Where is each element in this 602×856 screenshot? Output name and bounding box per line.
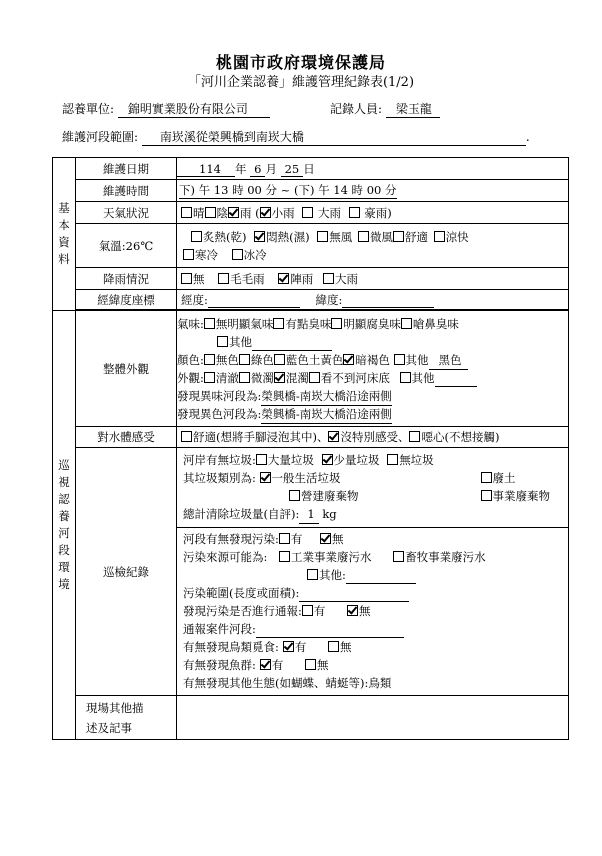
- time-value: 下) 午 13 時 00 分 ~ (下) 午 14 時 00 分: [179, 183, 397, 197]
- weather-label: 天氣狀況: [76, 202, 177, 224]
- smell-none-checkbox[interactable]: [204, 318, 215, 329]
- recorder-value: 梁玉龍: [386, 100, 440, 118]
- temp-cold-checkbox[interactable]: [183, 249, 194, 260]
- fish-yes-checkbox[interactable]: [260, 659, 271, 670]
- smell-pungent-checkbox[interactable]: [401, 318, 412, 329]
- garbage-total-value: 1: [299, 505, 318, 524]
- look-other-field[interactable]: [435, 372, 477, 387]
- color-blue-checkbox[interactable]: [274, 354, 285, 365]
- source-livestock-checkbox[interactable]: [393, 551, 404, 562]
- appearance-label: 整體外觀: [76, 311, 177, 427]
- water-feeling-label: 對水體感受: [76, 427, 177, 448]
- temp-cool-checkbox[interactable]: [434, 231, 445, 242]
- weather-storm-checkbox[interactable]: [349, 207, 360, 218]
- feel-nothing-checkbox[interactable]: [328, 431, 339, 442]
- smell-slight-checkbox[interactable]: [273, 318, 284, 329]
- longitude-field[interactable]: [208, 293, 300, 308]
- rain-label: 降雨情況: [76, 268, 177, 290]
- bird-yes-checkbox[interactable]: [283, 641, 294, 652]
- weather-heavy-rain-checkbox[interactable]: [302, 207, 313, 218]
- report-section-field[interactable]: [256, 623, 404, 638]
- look-other-checkbox[interactable]: [400, 372, 411, 383]
- source-other-checkbox[interactable]: [307, 569, 318, 580]
- temp-freezing-checkbox[interactable]: [232, 249, 243, 260]
- temp-hot-dry-checkbox[interactable]: [191, 231, 202, 242]
- date-cell: 114 年 6 月 25 日: [177, 158, 569, 180]
- temp-no-wind-checkbox[interactable]: [317, 231, 328, 242]
- inspection-record-label: 巡檢紀錄: [76, 448, 177, 696]
- source-other-field[interactable]: [346, 569, 416, 584]
- date-month: 6: [250, 162, 265, 177]
- notes-field[interactable]: [177, 696, 569, 740]
- recorder-row: [330, 100, 440, 118]
- look-slight-checkbox[interactable]: [239, 372, 250, 383]
- report-no-checkbox[interactable]: [347, 605, 358, 616]
- range-end: .: [525, 130, 530, 144]
- color-brown-checkbox[interactable]: [343, 354, 354, 365]
- garbage-none-checkbox[interactable]: [387, 454, 398, 465]
- date-year: 114: [177, 162, 235, 177]
- weather-light-rain-checkbox[interactable]: [260, 207, 271, 218]
- rain-cell: 無 毛毛雨 陣雨 大雨: [177, 268, 569, 290]
- smell-rotten-checkbox[interactable]: [331, 318, 342, 329]
- scope-field[interactable]: [299, 587, 409, 602]
- latitude-field[interactable]: [342, 293, 434, 308]
- adopting-unit-value: 錦明實業股份有限公司: [118, 100, 270, 118]
- odor-section-value: 榮興橋-南崁大橋沿途兩側: [261, 387, 391, 406]
- rain-shower-checkbox[interactable]: [278, 273, 289, 284]
- report-yes-checkbox[interactable]: [302, 605, 313, 616]
- range-value: 南崁溪從榮興橋到南崁大橋: [142, 128, 526, 146]
- adopting-unit-label: 認養單位:: [62, 102, 115, 116]
- rain-none-checkbox[interactable]: [181, 273, 192, 284]
- date-day: 25: [281, 162, 304, 177]
- weather-cell: 晴 陰 雨 ( 小雨 大雨 豪雨): [177, 202, 569, 224]
- garbage-business-checkbox[interactable]: [481, 490, 492, 501]
- form-title: 桃園市政府環境保護局: [215, 53, 386, 72]
- range-row: [62, 128, 530, 146]
- form-subtitle: 「河川企業認養」維護管理紀錄表(1/2): [187, 75, 415, 90]
- garbage-little-checkbox[interactable]: [322, 454, 333, 465]
- weather-sunny-checkbox[interactable]: [181, 207, 192, 218]
- pollution-no-checkbox[interactable]: [320, 533, 331, 544]
- time-cell: [177, 180, 569, 202]
- color-green-checkbox[interactable]: [239, 354, 250, 365]
- smell-other-field[interactable]: [252, 336, 332, 351]
- temp-comfort-checkbox[interactable]: [393, 231, 404, 242]
- coordinates-cell: 經度: 緯度:: [177, 290, 569, 310]
- appearance-cell: 氣味: 無明顯氣味 有點臭味 明顯腐臭味 嗆鼻臭味 其他 顏色: 無色 綠色 藍色土黃色 暗褐色 其他 黑色 外觀: 清澈 微濁 混濁 看不到河床底 其他 發現異味河段為:榮興橋-南崁大橋沿途兩側 發現異色河段為:榮興橋-南崁大橋沿途兩側: [177, 311, 569, 427]
- eco-value: 鳥類: [368, 676, 392, 690]
- weather-cloudy-checkbox[interactable]: [205, 207, 216, 218]
- garbage-lots-checkbox[interactable]: [256, 454, 267, 465]
- look-turbid-checkbox[interactable]: [274, 372, 285, 383]
- adopting-unit-row: [62, 100, 270, 118]
- inspection-record-cell: 河岸有無垃圾: 大量垃圾 少量垃圾 無垃圾 其垃圾類別為: 一般生活垃圾 廢土 營建廢棄物 事業廢棄物 總計清除垃圾量(自評): 1 kg 河段有無發現污染: 有 無 污染來源可能為: 工業事業廢污水 畜牧事業廢污水 其他: 污染範圍(長度或面積): 發現污染是否進行通報: 有 無 通報案件河段: 有無發現鳥類覓食: 有 無 有無發現魚群: 有 無 有無發現其他生態(如蝴蝶、蜻蜓等):鳥類: [177, 448, 569, 696]
- record-table: [52, 157, 569, 740]
- color-other-value: 黑色: [429, 351, 468, 370]
- rain-drizzle-checkbox[interactable]: [218, 273, 229, 284]
- temp-breeze-checkbox[interactable]: [358, 231, 369, 242]
- temperature-label: 氣溫:26℃: [76, 224, 177, 268]
- feel-disgust-checkbox[interactable]: [409, 431, 420, 442]
- garbage-construction-checkbox[interactable]: [289, 490, 300, 501]
- rain-heavy-checkbox[interactable]: [323, 273, 334, 284]
- color-other-checkbox[interactable]: [394, 354, 405, 365]
- range-label: 維護河段範圍:: [62, 130, 139, 144]
- feel-comfort-checkbox[interactable]: [181, 431, 192, 442]
- pollution-yes-checkbox[interactable]: [279, 533, 290, 544]
- recorder-label: 記錄人員:: [330, 102, 383, 116]
- time-label: 維護時間: [76, 180, 177, 202]
- color-section-value: 榮興橋-南崁大橋沿途兩側: [261, 405, 391, 424]
- fish-no-checkbox[interactable]: [305, 659, 316, 670]
- weather-rain-checkbox[interactable]: [228, 207, 239, 218]
- color-none-checkbox[interactable]: [204, 354, 215, 365]
- section-patrol: 巡視認養河段環境: [53, 311, 76, 740]
- bird-no-checkbox[interactable]: [328, 641, 339, 652]
- coordinates-label: 經緯度座標: [76, 290, 177, 310]
- look-cannot-checkbox[interactable]: [309, 372, 320, 383]
- date-label: 維護日期: [76, 158, 177, 180]
- garbage-general-checkbox[interactable]: [260, 472, 271, 483]
- source-industry-checkbox[interactable]: [279, 551, 290, 562]
- temp-hot-humid-checkbox[interactable]: [254, 231, 265, 242]
- section-basic-info: 基本資料: [53, 158, 76, 311]
- look-clear-checkbox[interactable]: [204, 372, 215, 383]
- garbage-soil-checkbox[interactable]: [481, 472, 492, 483]
- notes-label: 現場其他描 述及記事: [76, 696, 177, 740]
- temperature-cell: 炙熱(乾) 悶熱(濕) 無風 微風 舒適 涼快 寒冷 冰冷: [177, 224, 569, 268]
- smell-other-checkbox[interactable]: [217, 336, 228, 347]
- water-feeling-cell: 舒適(想將手腳浸泡其中)、 沒特別感受、 噁心(不想接觸): [177, 427, 569, 448]
